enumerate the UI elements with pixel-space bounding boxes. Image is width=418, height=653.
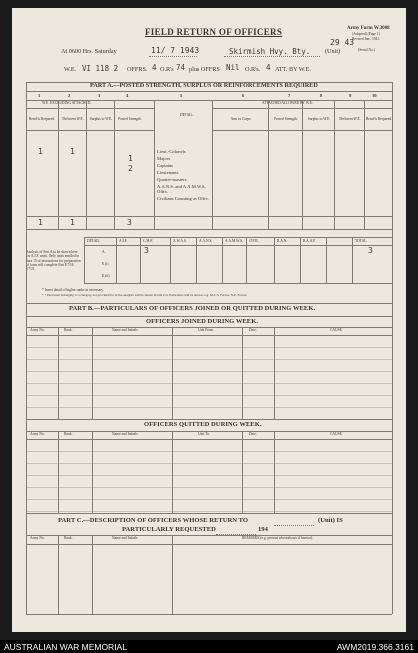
grid-line bbox=[326, 237, 327, 283]
grid-line bbox=[300, 237, 301, 283]
column-number: 1 bbox=[38, 93, 41, 98]
table-header: Unit From. bbox=[198, 328, 214, 332]
offrs-label: OFFRS. bbox=[127, 66, 148, 73]
column-header: Reinf'ts Required. bbox=[29, 117, 55, 121]
table-header: REMARKS (e.g. present whereabouts if known). bbox=[242, 536, 313, 540]
analysis-note: Analysis of Part A to be shown here for A.I.F. units. Only units entitled to para 15 of instructions for preparation of form will complete Part E7/16 E7/21. bbox=[26, 250, 81, 272]
analysis-row-label: E.(ii) bbox=[102, 274, 110, 278]
column-number: 4 bbox=[126, 93, 129, 98]
att-label: ATT. BY W.E. bbox=[275, 66, 311, 73]
we-label: W.E. bbox=[64, 66, 77, 73]
grid-line bbox=[26, 335, 392, 336]
footer-left: AUSTRALIAN WAR MEMORIAL bbox=[4, 642, 127, 652]
grid-line bbox=[26, 439, 392, 440]
grid-line bbox=[364, 100, 365, 229]
total-col4: 3 bbox=[127, 218, 132, 227]
table-header: Date. bbox=[249, 432, 257, 436]
column-header: Surplus to W.E. bbox=[307, 117, 331, 121]
table-header: Date. bbox=[249, 328, 257, 332]
column-header: Arm or Corps. bbox=[230, 117, 252, 121]
plus-offrs-value: Nil bbox=[226, 63, 240, 72]
grid-line bbox=[58, 535, 59, 614]
part-b-heading: PART B.—PARTICULARS OF OFFICERS JOINED OR QUITTED DURING WEEK. bbox=[69, 305, 316, 312]
table-header: Name and Initials. bbox=[112, 432, 139, 436]
grid-line bbox=[92, 535, 93, 614]
entry-captains: 1 bbox=[128, 154, 133, 163]
rank-label: Lieut.-Colonels bbox=[157, 149, 186, 154]
serial-label: (Serial No.) bbox=[358, 48, 375, 52]
part-c-heading-2-tail: 194 bbox=[258, 526, 268, 533]
ors-value: 74 bbox=[176, 63, 186, 72]
total-col2: 1 bbox=[70, 218, 75, 227]
analysis-row-label: E.(i) bbox=[102, 262, 109, 266]
grid-line bbox=[140, 237, 141, 283]
part-c-heading-1-tail: (Unit) IS bbox=[318, 517, 343, 524]
column-header: Deficient W.E. bbox=[339, 117, 361, 121]
analysis-header: CIVIL. bbox=[249, 239, 260, 243]
analysis-header: A.W.A.S. bbox=[173, 239, 187, 243]
unit-label: (Unit) bbox=[325, 48, 341, 55]
table-header: Rank. bbox=[64, 536, 73, 540]
grid-line bbox=[268, 100, 269, 229]
analysis-header: DETAIL. bbox=[87, 239, 101, 243]
grid-line bbox=[84, 245, 392, 246]
ors2-value: 4 bbox=[266, 63, 271, 72]
analysis-header: A.A.N.S. bbox=[199, 239, 213, 243]
entry-lieutenants: 2 bbox=[128, 164, 133, 173]
form-page bbox=[12, 8, 406, 632]
form-number: Army Form W.3008 bbox=[347, 26, 390, 31]
grid-line bbox=[274, 431, 275, 513]
grid-line bbox=[116, 237, 117, 283]
form-title: FIELD RETURN OF OFFICERS bbox=[145, 27, 283, 37]
grid-line bbox=[84, 237, 85, 283]
grid-line bbox=[172, 431, 173, 513]
grid-line bbox=[92, 431, 93, 513]
analysis-header: R.A.N. bbox=[277, 239, 288, 243]
grid-line bbox=[246, 237, 247, 283]
grid-line bbox=[242, 327, 243, 419]
grid-line bbox=[334, 100, 335, 229]
grid-line bbox=[212, 100, 213, 229]
grid-line bbox=[242, 431, 243, 513]
analysis-total-value: 3 bbox=[368, 246, 373, 255]
grid-line bbox=[302, 100, 303, 229]
table-header: Army No. bbox=[30, 536, 45, 540]
offrs-value: 4 bbox=[152, 63, 157, 72]
rank-label: Quarter-masters bbox=[157, 177, 187, 182]
grid-line bbox=[172, 327, 173, 419]
analysis-header: A.I.F. bbox=[119, 239, 128, 243]
grid-line bbox=[84, 237, 392, 238]
rank-label: Civilians Counting as Offrs. bbox=[157, 196, 209, 201]
grid-line bbox=[274, 327, 275, 419]
entry-col2: 1 bbox=[70, 147, 75, 156]
column-number: 10 bbox=[372, 93, 377, 98]
grid-line bbox=[58, 100, 59, 229]
table-header: Army No. bbox=[30, 328, 45, 332]
unit-value: Skirmish Hvy. Bty. bbox=[229, 47, 311, 56]
rank-label: Captains bbox=[157, 163, 174, 168]
rank-label: Lieutenants bbox=[157, 170, 179, 175]
analysis-header: R.A.A.F. bbox=[303, 239, 316, 243]
column-header: Posted Strength. bbox=[274, 117, 298, 121]
rank-label: A.A.N.S. and A.A.M.W.S. Offrs. bbox=[157, 184, 206, 194]
part-a-heading: PART A.—POSTED STRENGTH, SURPLUS OR REINFORCEMENTS REQUIRED bbox=[90, 82, 318, 89]
grid-line bbox=[86, 100, 87, 229]
grid-line bbox=[84, 283, 392, 284]
footer-right: AWM2019.366.3161 bbox=[336, 642, 414, 652]
grid-line bbox=[170, 237, 171, 283]
grid-line bbox=[58, 327, 59, 419]
total-col1: 1 bbox=[38, 218, 43, 227]
analysis-aif-value: 3 bbox=[144, 246, 149, 255]
grid-line bbox=[196, 237, 197, 283]
column-header: Deficient W.E. bbox=[62, 117, 84, 121]
grid-line bbox=[154, 100, 155, 229]
column-header: Posted Strength. bbox=[118, 117, 142, 121]
column-number: 7 bbox=[288, 93, 291, 98]
joined-heading: OFFICERS JOINED DURING WEEK. bbox=[146, 318, 258, 325]
grid-line bbox=[172, 535, 173, 614]
grid-line bbox=[274, 237, 275, 283]
table-header: Rank. bbox=[64, 328, 73, 332]
column-number: 6 bbox=[242, 93, 245, 98]
table-header: CAUSE. bbox=[330, 328, 343, 332]
footer-bar bbox=[0, 640, 418, 653]
column-number: 2 bbox=[68, 93, 71, 98]
table-header: Rank. bbox=[64, 432, 73, 436]
table-header: Unit To. bbox=[198, 432, 210, 436]
analysis-row-label: A. bbox=[102, 250, 106, 254]
analysis-header: C.M.F. bbox=[143, 239, 153, 243]
analysis-header: A.A.M.W.S. bbox=[225, 239, 243, 243]
form-adopted: (Adopted) (Page 1) bbox=[352, 32, 380, 36]
column-number: 8 bbox=[320, 93, 323, 98]
date-value: 11/ 7 1943 bbox=[151, 46, 200, 55]
analysis-header: TOTAL. bbox=[355, 239, 368, 243]
ors-label: O.R's bbox=[160, 66, 174, 73]
table-header: Name and Initials. bbox=[112, 328, 139, 332]
part-c-heading-2: PARTICULARLY REQUESTED bbox=[122, 526, 216, 533]
column-number: 3 bbox=[98, 93, 101, 98]
table-header: Name and Initials bbox=[112, 536, 138, 540]
column-header: Reinf'ts Required. bbox=[366, 117, 392, 121]
serial-value: 29 43 bbox=[330, 38, 355, 47]
grid-line bbox=[114, 100, 115, 229]
column-header: Surplus to W.E. bbox=[89, 117, 113, 121]
grid-line bbox=[26, 544, 392, 545]
table-header: Army No. bbox=[30, 432, 45, 436]
part-c-heading-1: PART C.—DESCRIPTION OF OFFICERS WHOSE RETURN TO bbox=[58, 517, 248, 524]
we-excluding-header: W.E. EXCLUDING ATTACHED. bbox=[42, 101, 92, 105]
table-header: CAUSE. bbox=[330, 432, 343, 436]
ors2-label: O.R's. bbox=[245, 66, 261, 73]
entry-col1: 1 bbox=[38, 147, 43, 156]
grid-line bbox=[92, 327, 93, 419]
quitted-heading: OFFICERS QUITTED DURING WEEK. bbox=[144, 421, 262, 428]
we-value: VI 118 2 bbox=[82, 64, 119, 73]
rank-label: Majors bbox=[157, 156, 171, 161]
note-1: * Insert detail of higher ranks as necessary. bbox=[42, 288, 104, 292]
note-2: * * Personnel belonging to a category not provided for in the analysis will be shown in this Col. Particulars will be shown, e.g. M.C.S. Forces, N.Z. Forces. bbox=[42, 293, 248, 297]
column-number: 5 bbox=[180, 93, 183, 98]
grid-line bbox=[58, 431, 59, 513]
form-revised: Revised Jan., 1941. bbox=[352, 37, 381, 41]
at-label: At 0600 Hrs. Saturday bbox=[61, 48, 117, 55]
grid-line bbox=[222, 237, 223, 283]
grid-line bbox=[352, 237, 353, 283]
detail-header: DETAIL. bbox=[180, 113, 194, 117]
attached-allowed-header: ATTACHED ALLOWED BY W.E. bbox=[262, 101, 313, 105]
plus-offrs-label: plus OFFRS bbox=[189, 66, 220, 73]
column-number: 9 bbox=[349, 93, 352, 98]
